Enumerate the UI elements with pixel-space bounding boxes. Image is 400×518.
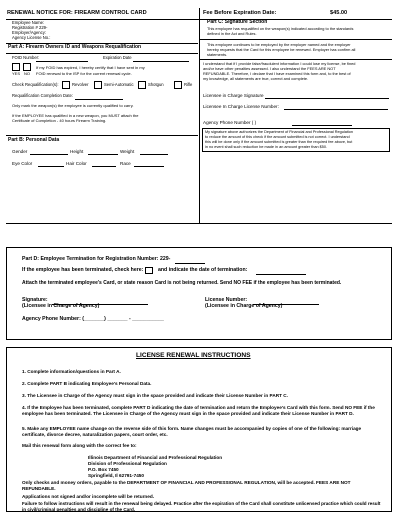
- hair-color-label: Hair Color: [66, 161, 87, 166]
- fee-amount: $45.00: [330, 10, 348, 16]
- shotgun-checkbox[interactable]: [138, 81, 146, 89]
- auth-4: in no event shall such reduction be made in an amount greater than $50.: [205, 145, 328, 149]
- employee-name-label: Employee Name:: [12, 20, 45, 25]
- unsigned-note: Applications not signed and/or incomplete will be returned.: [22, 494, 155, 499]
- instruction-item-3: 3. The Licensee in Charge of the Agency must sign in the space provided and indicate their License Number in PART C.: [22, 393, 288, 398]
- employer-label: Employer/Agency:: [12, 30, 46, 35]
- foid-no-label: NO: [24, 71, 30, 76]
- only-mark-note: Only mark the weapon(s) the employee is currently qualified to carry.: [12, 103, 134, 108]
- licensee-signature-line[interactable]: [265, 98, 389, 99]
- understand-4: my knowledge, all statements are true, correct and complete.: [203, 76, 309, 81]
- part-c-agency-phone-line[interactable]: [292, 125, 352, 126]
- expiration-date-label: Expiration Date: [103, 55, 132, 60]
- top-center-divider: [199, 8, 200, 224]
- terminated-check-label: If the employee has been terminated, check here:: [22, 267, 144, 273]
- part-a-title: Part A: Firearm Owners ID and Weapons Requalification: [8, 44, 142, 50]
- address-line-3: P.O. Box 7450: [88, 467, 119, 472]
- part-c-title: Part C: Signature Section: [207, 19, 268, 25]
- checks-note: Only checks and money orders, payable to the DEPARTMENT OF FINANCIAL AND PROFESSIONAL REGULATION, will be accepted. FEES ARE NOT REFUNDABLE.: [22, 480, 351, 491]
- mail-to-label: Mail this renewal form along with the correct fee to:: [22, 443, 137, 448]
- height-line[interactable]: [88, 154, 118, 155]
- top-section-bottom-line: [6, 223, 392, 224]
- licensee-signature-label: Licensee in Charge Signature: [203, 93, 264, 98]
- terminated-checkbox[interactable]: [145, 267, 153, 274]
- race-label: Race: [120, 161, 131, 166]
- signature-label: Signature:: [22, 297, 48, 303]
- form-title: RENEWAL NOTICE FOR: FIREARM CONTROL CARD: [7, 10, 147, 16]
- foid-statement-2: FOID renewal to the ISP for the current renewal cycle.: [36, 71, 132, 76]
- completion-date-label: Requalification Completion Date:: [12, 93, 73, 98]
- rifle-checkbox[interactable]: [174, 81, 182, 89]
- check-requalifications-label: Check Requalification(s):: [12, 82, 59, 87]
- completion-date-line[interactable]: [75, 99, 123, 100]
- race-line[interactable]: [134, 166, 164, 167]
- new-weapon-note-1: If the EMPLOYEE has qualified in a new weapon, you MUST attach the: [12, 113, 139, 118]
- hair-color-line[interactable]: [92, 166, 116, 167]
- employed-1: This employee continues to be employed by the employer named and the employer: [207, 42, 351, 47]
- instruction-item-5: 5. Make any EMPLOYEE name change on the reverse side of this form. Name changes must be accompanied by copies of one of the following: marriage certificate, divorce decree, naturalization papers, court order, etc.: [22, 426, 362, 437]
- part-c-intro-1: This employee has requalified on the weapon(s) indicated according to the standards: [207, 26, 354, 31]
- part-b-title: Part B: Personal Data: [8, 137, 60, 143]
- weight-line[interactable]: [140, 154, 168, 155]
- termination-date-line[interactable]: [256, 274, 306, 275]
- address-line-4: Springfield, Il 62791-7450: [88, 473, 145, 478]
- fee-label: Fee Before Expiration Date:: [203, 10, 277, 16]
- shotgun-label: Shotgun: [148, 82, 164, 87]
- eye-color-label: Eye Color: [12, 161, 33, 166]
- license-number-label: License Number:: [205, 297, 248, 303]
- semi-automatic-checkbox[interactable]: [94, 81, 102, 89]
- instruction-item-2: 2. Complete PART B indicating Employee's Personal Data.: [22, 381, 152, 386]
- foid-yes-label: YES: [12, 71, 21, 76]
- auth-3: this will be done only if the amount submitted is greater than the required fee above, but: [205, 140, 353, 144]
- agency-license-label: Agency License No.:: [12, 35, 51, 40]
- failure-note: Failure to follow instructions will result in the renewal being delayed. Practice after the expiration of the Card shall constitute unlicensed practice which could result in civil/criminal penalties and discipline of the Card.: [22, 501, 381, 512]
- revolver-label: Revolver: [72, 82, 89, 87]
- foid-no-checkbox[interactable]: [23, 63, 31, 71]
- rifle-label: Rifle: [184, 82, 193, 87]
- gender-line[interactable]: [30, 154, 68, 155]
- licensee-number-line[interactable]: [284, 109, 388, 110]
- part-b-top-line: [6, 135, 198, 136]
- understand-3: REFUNDABLE. Therefore, I declare that I have examined this form and, to the best of: [203, 71, 351, 76]
- understand-2: and/or have other penalties assessed. I also understand the FEES ARE NOT: [203, 66, 336, 71]
- part-a-title-line: [6, 53, 198, 54]
- understand-1: I understand that if I provide false/fraudulent information I could lose my license, be fined: [203, 61, 356, 66]
- height-label: Height: [70, 149, 84, 154]
- auth-2: to reduce the amount of this check if the amount submitted is not correct. I understand: [205, 135, 350, 139]
- revolver-checkbox[interactable]: [62, 81, 70, 89]
- instructions-title: LICENSE RENEWAL INSTRUCTIONS: [136, 352, 251, 359]
- semi-automatic-label: Semi-Automatic: [104, 82, 134, 87]
- gender-label: Gender: [12, 149, 28, 154]
- foid-number-line[interactable]: [36, 61, 88, 62]
- auth-1: My signature above authorizes the Department of Financial and Professional Regulation: [205, 130, 353, 134]
- license-sub: (Licensee in Charge of Agency): [205, 303, 283, 309]
- new-weapon-note-2: Certificate of Completion - 40 hours Firearm Training.: [12, 118, 107, 123]
- employed-3: statements.: [207, 52, 228, 57]
- part-c-intro-line: [200, 39, 392, 40]
- registration-label: Registration # 229-: [12, 25, 48, 30]
- eye-color-line[interactable]: [38, 166, 64, 167]
- weight-label: Weight: [120, 149, 135, 154]
- part-d-title: Part D: Employee Termination for Registration Number: 229-: [22, 256, 171, 262]
- part-d-registration-line[interactable]: [175, 263, 205, 264]
- instruction-item-1: 1. Complete information/questions in Part A.: [22, 369, 121, 374]
- part-c-employed-line: [200, 59, 392, 60]
- part-d-agency-phone: Agency Phone Number: (_______) _______ - ___________: [22, 316, 164, 322]
- part-c-agency-phone-label: Agency Phone Number ( ): [203, 120, 257, 125]
- expiration-date-line[interactable]: [133, 61, 189, 62]
- foid-statement-1: If my FOID has expired, I hereby certify that I have sent in my: [36, 65, 145, 70]
- address-line-1: Illinois Department of Financial and Professional Regulation: [88, 455, 223, 460]
- foid-yes-checkbox[interactable]: [12, 63, 20, 71]
- address-line-2: Division of Professional Regulation: [88, 461, 167, 466]
- foid-number-label: FOID Number:: [12, 55, 40, 60]
- part-c-intro-2: defined in the Act and Rules.: [207, 31, 257, 36]
- attach-note: Attach the terminated employee's Card, or state reason Card is not being returned. Send NO FEE if the employee has been terminated.: [22, 280, 342, 286]
- employed-2: hereby requests that the Card for this employee be renewed. Employer has confirm all: [207, 47, 356, 52]
- licensee-number-label: Licensee In Charge License Number:: [203, 104, 279, 109]
- termination-date-label: and indicate the date of termination:: [158, 267, 248, 273]
- instruction-item-4: 4. If the Employee has been terminated, complete PART D indicating the date of termination and return the Employee's Card with this form. Send NO FEE if the employee has been terminated. The Licensee in Charge of the Agency must sign in the space provided and indicate their License Number in PART D.: [22, 405, 375, 416]
- signature-sub: (Licensee in Charge of Agency): [22, 303, 100, 309]
